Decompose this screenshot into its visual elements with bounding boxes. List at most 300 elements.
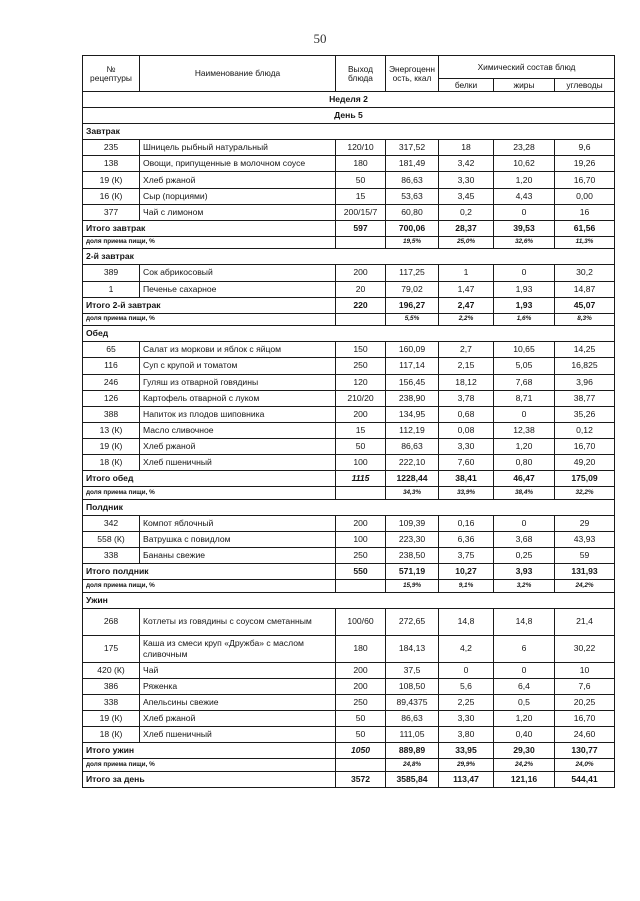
dish-yield: 200 bbox=[336, 678, 386, 694]
header-carbs: углеводы bbox=[555, 79, 615, 92]
dish-row bbox=[83, 342, 615, 358]
dish-name: Картофель отварной с луком bbox=[140, 390, 336, 406]
recipe-number: 1 bbox=[83, 281, 140, 297]
dish-energy: 60,80 bbox=[386, 204, 439, 220]
meal-total-label: Итого завтрак bbox=[83, 220, 336, 236]
day-total-row bbox=[83, 771, 615, 787]
day-total-energy: 3585,84 bbox=[386, 771, 439, 787]
dish-name: Сок абрикосовый bbox=[140, 265, 336, 281]
meal-share-carbs: 8,3% bbox=[555, 313, 615, 326]
dish-carbs: 0,00 bbox=[555, 188, 615, 204]
dish-energy: 223,30 bbox=[386, 531, 439, 547]
dish-energy: 37,5 bbox=[386, 662, 439, 678]
recipe-number: 268 bbox=[83, 608, 140, 635]
dish-energy: 222,10 bbox=[386, 454, 439, 470]
meal-share-label: доля приема пищи, % bbox=[83, 580, 336, 593]
meal-share-row bbox=[83, 236, 615, 249]
day-label: День 5 bbox=[83, 108, 615, 124]
dish-yield: 250 bbox=[336, 547, 386, 563]
dish-energy: 53,63 bbox=[386, 188, 439, 204]
dish-name: Хлеб пшеничный bbox=[140, 727, 336, 743]
meal-share-proteins: 33,9% bbox=[439, 487, 494, 500]
dish-row bbox=[83, 406, 615, 422]
dish-fats: 0 bbox=[494, 406, 555, 422]
meal-share-row bbox=[83, 313, 615, 326]
dish-proteins: 3,45 bbox=[439, 188, 494, 204]
dish-carbs: 21,4 bbox=[555, 608, 615, 635]
meal-total-proteins: 10,27 bbox=[439, 564, 494, 580]
dish-carbs: 10 bbox=[555, 662, 615, 678]
dish-energy: 238,90 bbox=[386, 390, 439, 406]
dish-yield: 250 bbox=[336, 694, 386, 710]
dish-energy: 109,39 bbox=[386, 515, 439, 531]
recipe-number: 19 (К) bbox=[83, 172, 140, 188]
dish-name: Котлеты из говядины с соусом сметанным bbox=[140, 608, 336, 635]
recipe-number: 377 bbox=[83, 204, 140, 220]
meal-total-proteins: 2,47 bbox=[439, 297, 494, 313]
dish-energy: 86,63 bbox=[386, 711, 439, 727]
header-recipe-no: № рецептуры bbox=[83, 56, 140, 92]
dish-energy: 117,14 bbox=[386, 358, 439, 374]
meal-share-row bbox=[83, 487, 615, 500]
dish-fats: 12,38 bbox=[494, 422, 555, 438]
dish-proteins: 6,36 bbox=[439, 531, 494, 547]
meal-share-empty bbox=[336, 759, 386, 772]
dish-energy: 108,50 bbox=[386, 678, 439, 694]
dish-proteins: 2,25 bbox=[439, 694, 494, 710]
dish-name: Чай с лимоном bbox=[140, 204, 336, 220]
dish-name: Компот яблочный bbox=[140, 515, 336, 531]
dish-fats: 0,80 bbox=[494, 454, 555, 470]
header-yield: Выход блюда bbox=[336, 56, 386, 92]
dish-name: Печенье сахарное bbox=[140, 281, 336, 297]
dish-energy: 111,05 bbox=[386, 727, 439, 743]
dish-carbs: 59 bbox=[555, 547, 615, 563]
dish-carbs: 3,96 bbox=[555, 374, 615, 390]
dish-yield: 50 bbox=[336, 438, 386, 454]
meal-total-energy: 700,06 bbox=[386, 220, 439, 236]
dish-row bbox=[83, 635, 615, 662]
dish-fats: 0 bbox=[494, 265, 555, 281]
dish-energy: 117,25 bbox=[386, 265, 439, 281]
dish-name: Чай bbox=[140, 662, 336, 678]
dish-yield: 20 bbox=[336, 281, 386, 297]
recipe-number: 18 (К) bbox=[83, 454, 140, 470]
week-row bbox=[83, 92, 615, 108]
dish-proteins: 0,08 bbox=[439, 422, 494, 438]
recipe-number: 388 bbox=[83, 406, 140, 422]
meal-total-carbs: 45,07 bbox=[555, 297, 615, 313]
meal-total-carbs: 61,56 bbox=[555, 220, 615, 236]
meal-total-yield: 597 bbox=[336, 220, 386, 236]
dish-carbs: 16 bbox=[555, 204, 615, 220]
dish-carbs: 24,60 bbox=[555, 727, 615, 743]
meal-total-yield: 1050 bbox=[336, 743, 386, 759]
dish-row bbox=[83, 140, 615, 156]
dish-proteins: 0,16 bbox=[439, 515, 494, 531]
meal-total-yield: 1115 bbox=[336, 471, 386, 487]
recipe-number: 338 bbox=[83, 547, 140, 563]
week-label: Неделя 2 bbox=[83, 92, 615, 108]
meal-total-fats: 1,93 bbox=[494, 297, 555, 313]
dish-proteins: 3,80 bbox=[439, 727, 494, 743]
day-total-label: Итого за день bbox=[83, 771, 336, 787]
dish-proteins: 0,2 bbox=[439, 204, 494, 220]
dish-name: Апельсины свежие bbox=[140, 694, 336, 710]
meal-total-proteins: 38,41 bbox=[439, 471, 494, 487]
dish-carbs: 9,6 bbox=[555, 140, 615, 156]
dish-row bbox=[83, 374, 615, 390]
meal-total-energy: 889,89 bbox=[386, 743, 439, 759]
meal-section-title: Ужин bbox=[83, 592, 615, 608]
meal-section-row bbox=[83, 249, 615, 265]
dish-row bbox=[83, 727, 615, 743]
meal-share-carbs: 24,2% bbox=[555, 580, 615, 593]
dish-row bbox=[83, 438, 615, 454]
table-header-row bbox=[83, 56, 615, 79]
day-total-proteins: 113,47 bbox=[439, 771, 494, 787]
recipe-number: 386 bbox=[83, 678, 140, 694]
dish-fats: 0,5 bbox=[494, 694, 555, 710]
meal-section-title: Обед bbox=[83, 326, 615, 342]
dish-yield: 50 bbox=[336, 172, 386, 188]
meal-share-fats: 32,6% bbox=[494, 236, 555, 249]
meal-share-empty bbox=[336, 580, 386, 593]
dish-proteins: 2,15 bbox=[439, 358, 494, 374]
dish-fats: 7,68 bbox=[494, 374, 555, 390]
meal-share-proteins: 2,2% bbox=[439, 313, 494, 326]
dish-yield: 210/20 bbox=[336, 390, 386, 406]
meal-section-row bbox=[83, 326, 615, 342]
meal-section-title: Завтрак bbox=[83, 124, 615, 140]
dish-proteins: 0,68 bbox=[439, 406, 494, 422]
dish-fats: 6,4 bbox=[494, 678, 555, 694]
meal-total-carbs: 175,09 bbox=[555, 471, 615, 487]
meal-total-fats: 29,30 bbox=[494, 743, 555, 759]
meal-share-energy: 15,9% bbox=[386, 580, 439, 593]
dish-fats: 1,93 bbox=[494, 281, 555, 297]
dish-yield: 200 bbox=[336, 662, 386, 678]
dish-fats: 0 bbox=[494, 515, 555, 531]
dish-row bbox=[83, 608, 615, 635]
dish-name: Напиток из плодов шиповника bbox=[140, 406, 336, 422]
meal-share-row bbox=[83, 580, 615, 593]
recipe-number: 338 bbox=[83, 694, 140, 710]
dish-carbs: 19,26 bbox=[555, 156, 615, 172]
dish-proteins: 2,7 bbox=[439, 342, 494, 358]
meal-total-energy: 196,27 bbox=[386, 297, 439, 313]
dish-name: Шницель рыбный натуральный bbox=[140, 140, 336, 156]
dish-energy: 112,19 bbox=[386, 422, 439, 438]
dish-yield: 200 bbox=[336, 265, 386, 281]
dish-proteins: 1,47 bbox=[439, 281, 494, 297]
recipe-number: 16 (К) bbox=[83, 188, 140, 204]
dish-yield: 250 bbox=[336, 358, 386, 374]
meal-total-energy: 571,19 bbox=[386, 564, 439, 580]
meal-share-energy: 19,5% bbox=[386, 236, 439, 249]
dish-carbs: 16,825 bbox=[555, 358, 615, 374]
meal-share-label: доля приема пищи, % bbox=[83, 313, 336, 326]
dish-fats: 10,65 bbox=[494, 342, 555, 358]
meal-total-row bbox=[83, 220, 615, 236]
dish-fats: 1,20 bbox=[494, 711, 555, 727]
dish-fats: 10,62 bbox=[494, 156, 555, 172]
dish-proteins: 4,2 bbox=[439, 635, 494, 662]
meal-total-fats: 46,47 bbox=[494, 471, 555, 487]
header-proteins: белки bbox=[439, 79, 494, 92]
dish-proteins: 1 bbox=[439, 265, 494, 281]
dish-row bbox=[83, 358, 615, 374]
dish-energy: 181,49 bbox=[386, 156, 439, 172]
dish-name: Гуляш из отварной говядины bbox=[140, 374, 336, 390]
dish-proteins: 18 bbox=[439, 140, 494, 156]
dish-row bbox=[83, 662, 615, 678]
meal-section-row bbox=[83, 592, 615, 608]
recipe-number: 138 bbox=[83, 156, 140, 172]
dish-row bbox=[83, 547, 615, 563]
day-total-fats: 121,16 bbox=[494, 771, 555, 787]
day-total-yield: 3572 bbox=[336, 771, 386, 787]
menu-table bbox=[82, 55, 615, 788]
dish-name: Масло сливочное bbox=[140, 422, 336, 438]
dish-proteins: 14,8 bbox=[439, 608, 494, 635]
dish-yield: 100/60 bbox=[336, 608, 386, 635]
dish-carbs: 20,25 bbox=[555, 694, 615, 710]
meal-total-label: Итого обед bbox=[83, 471, 336, 487]
recipe-number: 558 (К) bbox=[83, 531, 140, 547]
dish-carbs: 38,77 bbox=[555, 390, 615, 406]
recipe-number: 126 bbox=[83, 390, 140, 406]
header-fats: жиры bbox=[494, 79, 555, 92]
meal-share-proteins: 29,9% bbox=[439, 759, 494, 772]
header-energy: Энергоценн ость, ккал bbox=[386, 56, 439, 92]
recipe-number: 19 (К) bbox=[83, 711, 140, 727]
dish-yield: 180 bbox=[336, 156, 386, 172]
dish-name: Хлеб ржаной bbox=[140, 172, 336, 188]
dish-name: Салат из моркови и яблок с яйцом bbox=[140, 342, 336, 358]
meal-total-yield: 220 bbox=[336, 297, 386, 313]
day-total-carbs: 544,41 bbox=[555, 771, 615, 787]
meal-share-fats: 38,4% bbox=[494, 487, 555, 500]
dish-row bbox=[83, 515, 615, 531]
dish-carbs: 14,25 bbox=[555, 342, 615, 358]
dish-proteins: 3,30 bbox=[439, 172, 494, 188]
dish-row bbox=[83, 188, 615, 204]
dish-carbs: 43,93 bbox=[555, 531, 615, 547]
meal-share-label: доля приема пищи, % bbox=[83, 236, 336, 249]
dish-yield: 50 bbox=[336, 727, 386, 743]
dish-row bbox=[83, 711, 615, 727]
dish-fats: 1,20 bbox=[494, 438, 555, 454]
dish-energy: 238,50 bbox=[386, 547, 439, 563]
dish-row bbox=[83, 156, 615, 172]
dish-fats: 1,20 bbox=[494, 172, 555, 188]
meal-share-proteins: 9,1% bbox=[439, 580, 494, 593]
dish-energy: 184,13 bbox=[386, 635, 439, 662]
dish-proteins: 3,75 bbox=[439, 547, 494, 563]
meal-share-fats: 1,6% bbox=[494, 313, 555, 326]
meal-share-label: доля приема пищи, % bbox=[83, 487, 336, 500]
dish-name: Хлеб ржаной bbox=[140, 711, 336, 727]
dish-proteins: 18,12 bbox=[439, 374, 494, 390]
dish-yield: 200/15/7 bbox=[336, 204, 386, 220]
dish-energy: 160,09 bbox=[386, 342, 439, 358]
dish-energy: 134,95 bbox=[386, 406, 439, 422]
recipe-number: 420 (К) bbox=[83, 662, 140, 678]
dish-row bbox=[83, 694, 615, 710]
dish-energy: 86,63 bbox=[386, 172, 439, 188]
dish-fats: 5,05 bbox=[494, 358, 555, 374]
dish-name: Хлеб пшеничный bbox=[140, 454, 336, 470]
meal-total-proteins: 28,37 bbox=[439, 220, 494, 236]
meal-total-energy: 1228,44 bbox=[386, 471, 439, 487]
dish-fats: 14,8 bbox=[494, 608, 555, 635]
meal-section-row bbox=[83, 124, 615, 140]
meal-share-carbs: 11,3% bbox=[555, 236, 615, 249]
meal-total-label: Итого ужин bbox=[83, 743, 336, 759]
meal-share-energy: 5,5% bbox=[386, 313, 439, 326]
dish-yield: 15 bbox=[336, 188, 386, 204]
meal-total-row bbox=[83, 564, 615, 580]
dish-row bbox=[83, 204, 615, 220]
meal-share-empty bbox=[336, 313, 386, 326]
meal-share-fats: 3,2% bbox=[494, 580, 555, 593]
dish-proteins: 5,6 bbox=[439, 678, 494, 694]
recipe-number: 175 bbox=[83, 635, 140, 662]
dish-proteins: 0 bbox=[439, 662, 494, 678]
dish-row bbox=[83, 422, 615, 438]
dish-energy: 156,45 bbox=[386, 374, 439, 390]
dish-carbs: 49,20 bbox=[555, 454, 615, 470]
dish-energy: 86,63 bbox=[386, 438, 439, 454]
recipe-number: 19 (К) bbox=[83, 438, 140, 454]
dish-proteins: 3,42 bbox=[439, 156, 494, 172]
dish-proteins: 3,78 bbox=[439, 390, 494, 406]
dish-yield: 200 bbox=[336, 406, 386, 422]
meal-share-row bbox=[83, 759, 615, 772]
dish-row bbox=[83, 172, 615, 188]
meal-total-row bbox=[83, 743, 615, 759]
recipe-number: 65 bbox=[83, 342, 140, 358]
meal-share-fats: 24,2% bbox=[494, 759, 555, 772]
meal-total-row bbox=[83, 471, 615, 487]
dish-name: Каша из смеси круп «Дружба» с маслом сливочным bbox=[140, 635, 336, 662]
recipe-number: 246 bbox=[83, 374, 140, 390]
dish-carbs: 0,12 bbox=[555, 422, 615, 438]
dish-fats: 0,25 bbox=[494, 547, 555, 563]
meal-total-fats: 39,53 bbox=[494, 220, 555, 236]
dish-fats: 0 bbox=[494, 662, 555, 678]
header-chemical-composition: Химический состав блюд bbox=[439, 56, 615, 79]
dish-carbs: 29 bbox=[555, 515, 615, 531]
dish-carbs: 30,2 bbox=[555, 265, 615, 281]
dish-yield: 180 bbox=[336, 635, 386, 662]
dish-row bbox=[83, 454, 615, 470]
dish-carbs: 7,6 bbox=[555, 678, 615, 694]
dish-carbs: 35,26 bbox=[555, 406, 615, 422]
recipe-number: 342 bbox=[83, 515, 140, 531]
recipe-number: 116 bbox=[83, 358, 140, 374]
meal-share-carbs: 24,0% bbox=[555, 759, 615, 772]
dish-fats: 4,43 bbox=[494, 188, 555, 204]
dish-proteins: 3,30 bbox=[439, 438, 494, 454]
meal-total-fats: 3,93 bbox=[494, 564, 555, 580]
meal-section-row bbox=[83, 499, 615, 515]
dish-name: Сыр (порциями) bbox=[140, 188, 336, 204]
dish-carbs: 30,22 bbox=[555, 635, 615, 662]
meal-share-label: доля приема пищи, % bbox=[83, 759, 336, 772]
meal-share-energy: 24,8% bbox=[386, 759, 439, 772]
dish-name: Хлеб ржаной bbox=[140, 438, 336, 454]
dish-row bbox=[83, 390, 615, 406]
meal-total-label: Итого полдник bbox=[83, 564, 336, 580]
header-dish-name: Наименование блюда bbox=[140, 56, 336, 92]
dish-name: Ватрушка с повидлом bbox=[140, 531, 336, 547]
meal-section-title: Полдник bbox=[83, 499, 615, 515]
recipe-number: 389 bbox=[83, 265, 140, 281]
dish-energy: 79,02 bbox=[386, 281, 439, 297]
dish-energy: 317,52 bbox=[386, 140, 439, 156]
dish-fats: 3,68 bbox=[494, 531, 555, 547]
dish-yield: 120/10 bbox=[336, 140, 386, 156]
meal-total-row bbox=[83, 297, 615, 313]
recipe-number: 13 (К) bbox=[83, 422, 140, 438]
dish-name: Овощи, припущенные в молочном соусе bbox=[140, 156, 336, 172]
dish-energy: 272,65 bbox=[386, 608, 439, 635]
day-row bbox=[83, 108, 615, 124]
meal-total-label: Итого 2-й завтрак bbox=[83, 297, 336, 313]
meal-share-energy: 34,3% bbox=[386, 487, 439, 500]
meal-share-empty bbox=[336, 487, 386, 500]
dish-yield: 100 bbox=[336, 531, 386, 547]
dish-carbs: 14,87 bbox=[555, 281, 615, 297]
dish-yield: 200 bbox=[336, 515, 386, 531]
dish-fats: 0 bbox=[494, 204, 555, 220]
dish-fats: 0,40 bbox=[494, 727, 555, 743]
dish-row bbox=[83, 281, 615, 297]
dish-proteins: 7,60 bbox=[439, 454, 494, 470]
dish-carbs: 16,70 bbox=[555, 438, 615, 454]
meal-section-title: 2-й завтрак bbox=[83, 249, 615, 265]
dish-proteins: 3,30 bbox=[439, 711, 494, 727]
meal-total-yield: 550 bbox=[336, 564, 386, 580]
dish-name: Бананы свежие bbox=[140, 547, 336, 563]
dish-yield: 120 bbox=[336, 374, 386, 390]
dish-yield: 15 bbox=[336, 422, 386, 438]
dish-yield: 50 bbox=[336, 711, 386, 727]
page-number: 50 bbox=[313, 31, 327, 46]
meal-total-proteins: 33,95 bbox=[439, 743, 494, 759]
dish-fats: 8,71 bbox=[494, 390, 555, 406]
dish-carbs: 16,70 bbox=[555, 711, 615, 727]
dish-fats: 23,28 bbox=[494, 140, 555, 156]
dish-yield: 100 bbox=[336, 454, 386, 470]
meal-share-empty bbox=[336, 236, 386, 249]
dish-row bbox=[83, 678, 615, 694]
recipe-number: 235 bbox=[83, 140, 140, 156]
dish-row bbox=[83, 531, 615, 547]
dish-fats: 6 bbox=[494, 635, 555, 662]
dish-carbs: 16,70 bbox=[555, 172, 615, 188]
meal-share-proteins: 25,0% bbox=[439, 236, 494, 249]
dish-name: Суп с крупой и томатом bbox=[140, 358, 336, 374]
dish-yield: 150 bbox=[336, 342, 386, 358]
dish-name: Ряженка bbox=[140, 678, 336, 694]
dish-energy: 89,4375 bbox=[386, 694, 439, 710]
meal-total-carbs: 131,93 bbox=[555, 564, 615, 580]
recipe-number: 18 (К) bbox=[83, 727, 140, 743]
meal-share-carbs: 32,2% bbox=[555, 487, 615, 500]
